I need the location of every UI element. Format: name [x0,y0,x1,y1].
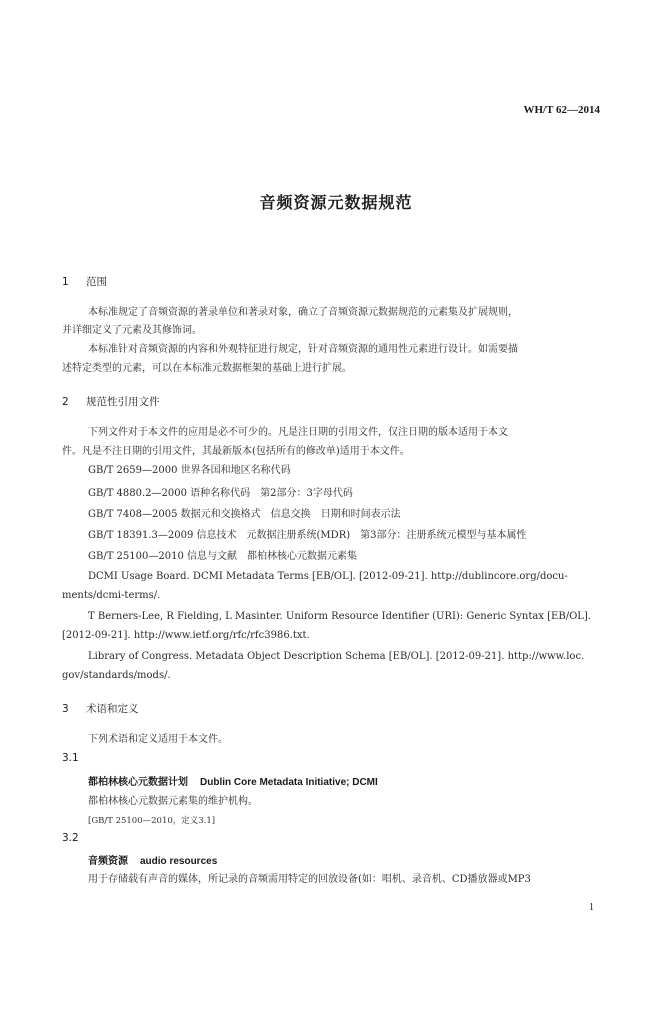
standard-number: WH/T 62—2014 [523,104,600,116]
section-3-heading [62,701,139,716]
reference-item: GB/T 7408—2005 数据元和交换格式 信息交换 日期和时间表示法 [88,509,401,520]
section-number: 3 [62,703,69,715]
document-title: 音频资源元数据规范 [259,193,413,212]
term-source: [GB/T 25100—2010，定义3.1] [88,816,216,826]
term-number: 3.2 [62,832,79,844]
reference-item: DCMI Usage Board. DCMI Metadata Terms [EB/OL]. [2012-09-21]. http://dublincore.org/docu- [88,571,568,582]
paragraph-line: 并详细定义了元素及其修饰词。 [62,325,202,336]
term-english: Dublin Core Metadata Initiative; DCMI [200,777,378,788]
term-chinese: 都柏林核心元数据计划 [88,777,188,788]
term-definition: 用于存储载有声音的媒体，所记录的音频需用特定的回放设备(如：唱机、录音机、CD播放器或MP3 [88,874,531,885]
term-heading [88,773,378,788]
reference-item: GB/T 4880.2—2000 语种名称代码 第2部分：3字母代码 [88,488,353,499]
paragraph-line: 下列术语和定义适用于本文件。 [88,734,228,745]
section-title: 术语和定义 [86,703,139,715]
page-number: 1 [589,902,594,913]
reference-item-continued: ments/dcmi-terms/. [62,590,161,601]
section-1-heading [62,274,107,289]
paragraph-line: 件。凡是不注日期的引用文件，其最新版本(包括所有的修改单)适用于本文件。 [62,446,410,457]
reference-item: GB/T 2659—2000 世界各国和地区名称代码 [88,465,291,476]
term-heading [88,852,217,867]
term-number: 3.1 [62,752,79,764]
reference-item: T Berners-Lee, R Fielding, L Masinter. Uniform Resource Identifier (URI): Generic Syntax [EB/OL]. [88,611,591,622]
reference-item: Library of Congress. Metadata Object Description Schema [EB/OL]. [2012-09-21]. http://www.loc. [88,651,585,662]
term-definition: 都柏林核心元数据元素集的维护机构。 [88,796,258,807]
term-chinese: 音频资源 [88,856,128,867]
section-title: 规范性引用文件 [86,396,160,408]
paragraph-line: 本标准规定了音频资源的著录单位和著录对象，确立了音频资源元数据规范的元素集及扩展规则， [88,307,518,318]
reference-item-continued: [2012-09-21]. http://www.ietf.org/rfc/rfc3986.txt. [62,630,310,641]
section-title: 范围 [86,276,107,288]
section-number: 2 [62,396,69,408]
reference-item: GB/T 25100—2010 信息与文献 都柏林核心元数据元素集 [88,551,357,562]
section-2-heading [62,394,160,409]
paragraph-line: 本标准针对音频资源的内容和外观特征进行规定，针对音频资源的通用性元素进行设计。如需要描 [88,344,518,355]
reference-item: GB/T 18391.3—2009 信息技术 元数据注册系统(MDR) 第3部分：注册系统元模型与基本属性 [88,530,527,541]
reference-item-continued: gov/standards/mods/. [62,670,171,681]
term-english: audio resources [140,856,218,867]
section-number: 1 [62,276,69,288]
paragraph-line: 下列文件对于本文件的应用是必不可少的。凡是注日期的引用文件，仅注日期的版本适用于本文 [88,427,508,438]
paragraph-line: 述特定类型的元素，可以在本标准元数据框架的基础上进行扩展。 [62,363,352,374]
